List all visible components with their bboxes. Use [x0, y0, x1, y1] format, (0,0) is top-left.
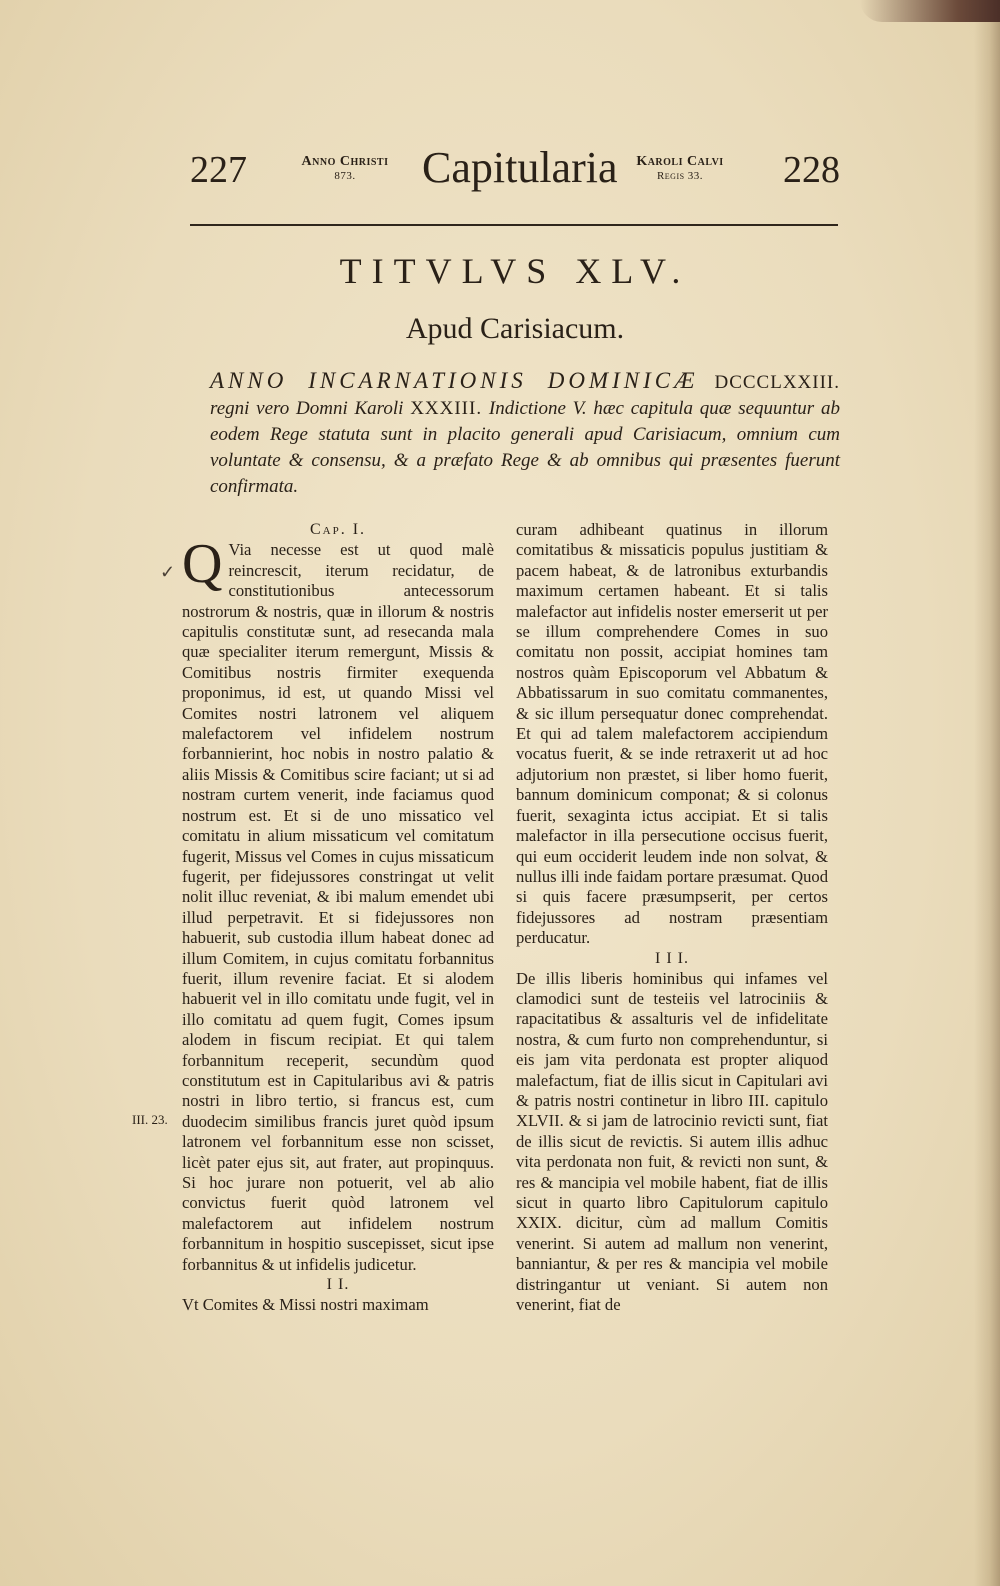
- header-left-heading: [280, 154, 410, 182]
- intro-paragraph: [210, 368, 840, 500]
- intro-regnal: regni vero Domni Karoli: [210, 398, 411, 419]
- page-edge-shadow: [974, 0, 1000, 1586]
- header-left-year: 873.: [334, 170, 356, 182]
- intro-regnal-year: XXXIII.: [410, 398, 483, 419]
- chapter-1-paragraph: [182, 533, 494, 1275]
- chapter-2-number: I I.: [326, 1276, 350, 1294]
- section-title: TITVLVS XLV.: [339, 251, 691, 291]
- corner-stain: [860, 0, 1000, 22]
- running-header: [190, 140, 840, 200]
- intro-caps: ANNO INCARNATIONIS DOMINICÆ: [210, 368, 699, 393]
- intro-body: Indictione V. hæc capitula quæ sequuntur ab eodem Rege statuta sunt in placito generali apud Carisiacum, omnium cum voluntate & consensu, & a præfato Rege & ab omnibus qui præsentes fuerunt confirmata.: [210, 398, 840, 497]
- handwritten-mark: ✓: [160, 562, 176, 582]
- chapter-2-start: Vt Comites & Missi nostri maximam: [182, 1295, 429, 1315]
- header-right-year: Regis 33.: [656, 170, 704, 182]
- header-rule: [190, 224, 838, 226]
- chapter-3-number: I I I.: [655, 949, 689, 967]
- margin-reference: III. 23.: [132, 1112, 168, 1127]
- chapter-2-continued: curam adhibeant quatinus in illorum comitatibus & missaticis populus justitiam & pacem habeat, & de latronibus exturbandis maximum certamen habeant. Et si talis malefactor aut infidelis noster emerserit ut per se illum comprehendere Comes in suo comitatu non possit, accipiat homines tam nostros quàm Episcoporum vel Abbatum & Abbatissarum in suo comitatu commanentes, & sic illum persequatur donec comprehendat. Et qui ad talem malefactorem accipiendum vocatus fuerit, & se inde retraxerit ut ad hoc adjutorium non præstet, si liber homo fuerit, bannum dominicum componat; & si colonus fuerit, sexaginta ictus accipiat. Et si talis malefactor in illa persecutione occisus fuerit, qui eum occiderit leudem inde non solvat, & nullus illi inde faidam portare præsumat. Quod si quis facere præsumpserit, per certos fidejussores ad nostram præsentiam perducatur.: [516, 520, 828, 948]
- page-number-right: 228: [783, 149, 840, 191]
- chapter-heading: Cap. I.: [309, 521, 367, 538]
- header-right-title: Karoli Calvi: [636, 154, 724, 169]
- page-number-left: 227: [190, 149, 247, 191]
- section-subtitle: Apud Carisiacum.: [405, 312, 625, 345]
- header-right-heading: [610, 154, 750, 182]
- drop-capital: Q: [182, 533, 223, 596]
- right-column: [516, 520, 828, 1315]
- chapter-1-text: Via necesse est ut quod malè reincrescit, iterum recidatur, de constitutionibus antecessorum nostrorum & nostris, quæ in illorum & nostris capitulis constitutæ sunt, ad resecanda mala quæ specialiter iterum remergunt, Missis & Comitibus nostris firmiter exequenda proponimus, id est, ut quando Missi vel Comites nostri latronem vel aliquem malefactorem vel infidelem nostrum forbannierint, hoc nobis in nostro palatio & aliis Missis & Comitibus scire faciant; ut si ad nostram curtem venerit, inde faciamus quod nostrum est. Et si de uno missatico vel comitatu in alium missaticum vel comitatum fugerit, Missus vel Comes in cujus missaticum fugerit, per fidejussores constringat ut velit nolit illuc reveniat, & ibi malum emendet ubi illud perpetravit. Et si fidejussores non habuerit, sub custodia illum habeat donec ad illum Comitem, in cujus comitatu forbannitus fuerit, illum revenire faciat. Et si alodem habuerit vel in illo comitatu unde fugit, vel in illo comitatu ad quem fugit, Comes ipsum alodem in fiscum recipiat. Et qui talem forbannitum receperit, secundùm quod constitutum est in Capitularibus avi & patris nostri in libro tertio, si francus est, cum duodecim similibus francis juret quòd ipsum latronem vel forbannitum esse non scisset, licèt pater ejus sit, aut frater, aut propinquus. Si hoc jurare non potuerit, vel ab alio convictus fuerit quòd latronem vel malefactorem aut infidelem nostrum forbannitum in hospitio suscepisset, sicut ipse forbannitus & ut infidelis judicetur.: [182, 540, 494, 1274]
- intro-year: DCCCLXXIII.: [714, 372, 840, 393]
- chapter-3-text: De illis liberis hominibus qui infames vel clamodici sunt de testeiis vel latrociniis & rapacitatibus & assalturis vel de infidelitate nostra, & cum furto non comprehenduntur, si eis jam vita perdonata est propter aliquod malefactum, fiat de illis sicut in Capitulari avi & patris nostri continetur in libro III. capitulo XLVII. & si jam de latrocinio revicti sunt, fiat de illis sicut de revictis. Si autem illis adhuc vita perdonata non fuit, & revicti non sunt, & res & mancipia vel mobile habent, fiat de illis sicut in quarto libro Capitulorum capitulo XXIX. dicitur, cùm ad mallum Comitis venerint. Si autem ad mallum non venerint, banniantur, & per res & mancipia vel mobile distringantur ut veniant. Si autem non venerint, fiat de: [516, 968, 828, 1315]
- header-center-title: Capitularia: [422, 143, 618, 192]
- header-left-title: Anno Christi: [301, 154, 389, 169]
- left-column: [182, 520, 494, 1315]
